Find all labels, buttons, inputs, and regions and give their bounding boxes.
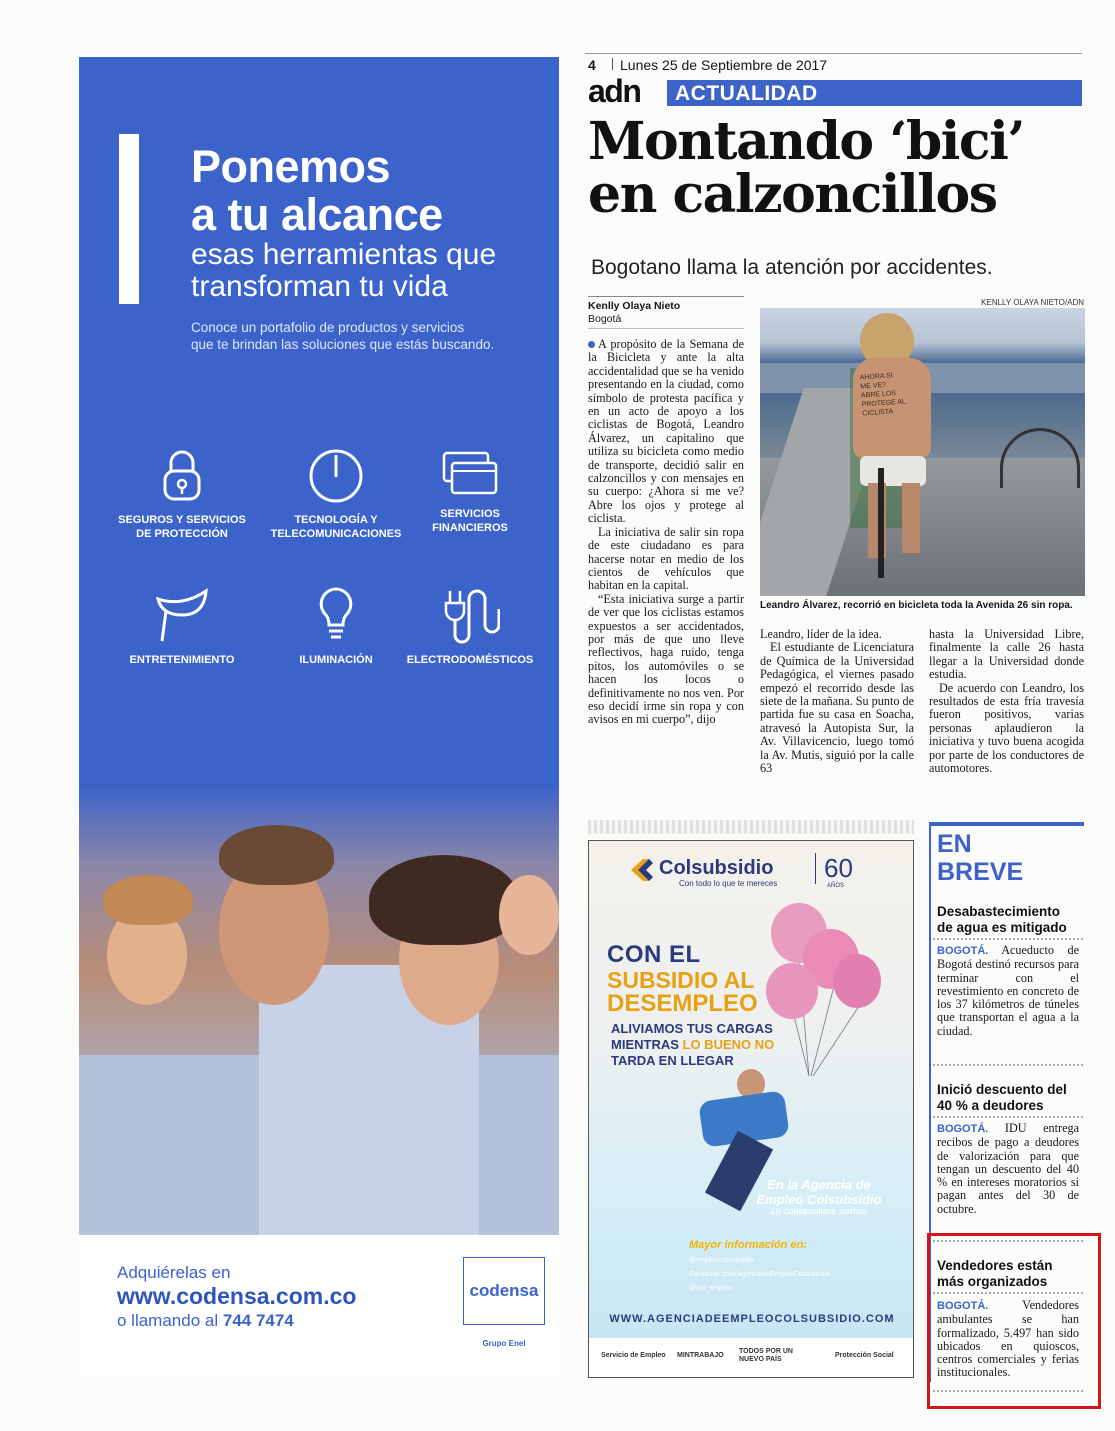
photo-shorts	[860, 456, 926, 486]
codensa-logo: codensa	[463, 1257, 545, 1325]
ad-heading	[191, 143, 443, 239]
ad-subheading-line1: esas herramientas que	[191, 238, 497, 271]
servicio-empleo-logo: Servicio de Empleo	[601, 1352, 666, 1359]
instagram-handle: @empleocolsubsidio	[689, 1257, 754, 1264]
service-label-2: TELECOMUNICACIONES	[270, 528, 402, 540]
brief-city: BOGOTÁ.	[937, 1123, 989, 1135]
brief-divider	[933, 938, 1084, 940]
brief-divider	[933, 1116, 1084, 1118]
photo-body-writing-line: ME VE?	[860, 381, 887, 391]
bullet-icon	[588, 341, 595, 348]
photo-body-writing-line: ABRE LOS	[860, 390, 897, 400]
ad-phone-prefix: o llamando al	[117, 1311, 219, 1330]
brief-headline-line2: de agua es mitigado	[937, 920, 1067, 935]
colsubsidio-ad	[588, 840, 914, 1378]
family-photo	[79, 785, 559, 1247]
brief-divider	[933, 1064, 1084, 1066]
ad-heading-line2: a tu alcance	[191, 189, 443, 240]
bulb-icon	[316, 585, 356, 645]
brief-text: Vendedores ambulantes se han formalizado, 5.497 han sido ubicados en quioscos, centros comerciales y ferias institucionales.	[937, 1298, 1079, 1380]
issue-date: Lunes 25 de Septiembre de 2017	[620, 57, 828, 73]
brief-headline-line1: Vendedores están	[937, 1258, 1053, 1273]
photo-child-hair	[103, 875, 193, 925]
photo-mother-hair	[369, 855, 519, 945]
headline-line2: en calzoncillos	[588, 164, 997, 225]
subhead: Bogotano llama la atención por accidentes.	[591, 256, 993, 279]
anniversary-number: 60	[815, 853, 853, 884]
service-tech	[261, 447, 411, 541]
power-icon	[307, 447, 365, 505]
brief-body	[937, 944, 1079, 1038]
dateline-city: Bogotá	[588, 313, 622, 325]
twitter-handle: @col_empleo	[689, 1285, 732, 1292]
service-label: ENTRETENIMIENTO	[129, 654, 235, 666]
mask-icon	[152, 585, 212, 645]
ad-phone-number: 744 7474	[222, 1311, 294, 1330]
adn-logo: adn	[588, 73, 641, 109]
service-label: ELECTRODOMÉSTICOS	[406, 654, 534, 666]
service-label-2: FINANCIEROS	[432, 522, 508, 534]
page-number: 4	[588, 57, 596, 73]
brief-headline-line1: Inició descuento del	[937, 1082, 1067, 1097]
brief-accent-line	[929, 822, 1084, 826]
paragraph: hasta la Universidad Libre, finalmente la calle 26 hasta llegar a la Universidad donde estudia.	[929, 627, 1084, 682]
sponsor-logos	[589, 1337, 914, 1378]
brief-headline	[937, 1082, 1087, 1114]
service-entertainment	[107, 585, 257, 667]
colsubsidio-tagline: Con todo lo que te mereces	[679, 879, 778, 888]
together-slogan: LO CONSEGUIMOS JUNTOS	[771, 1209, 867, 1216]
brief-headline-line2: más organizados	[937, 1274, 1048, 1289]
ad-line-2: SUBSIDIO AL	[607, 967, 755, 993]
photo-body-writing	[859, 371, 906, 419]
photo-credit: KENLLY OLAYA NIETO/ADN	[981, 298, 1084, 307]
paragraph: “Esta iniciativa surge a partir de ver que los ciclistas estamos expuestos a ser accidentados, por más de que uno lleve reflectivos, haga ruido, tenga pitos, los automóviles o se hacen los locos o definitivamente no nos ven. Por eso decidí irme sin ropa y con avisos en mi cuerpo”, dijo	[588, 591, 744, 727]
brief-title-line1: EN	[937, 830, 972, 858]
ad-line-4a: ALIVIAMOS TUS CARGAS	[611, 1021, 773, 1036]
ad-footer-url[interactable]: www.codensa.com.co	[117, 1283, 357, 1309]
proteccion-social-logo: Protección Social	[835, 1352, 894, 1359]
photo-body-writing-line: CICLISTA	[862, 408, 894, 418]
header-rule	[585, 53, 1082, 54]
agency-text	[739, 1177, 899, 1207]
anniversary-label: AÑOS	[827, 883, 845, 889]
paragraph: Leandro, líder de la idea.	[760, 627, 882, 641]
paragraph: La iniciativa de salir sin ropa de este ciudadano es para hacerse notar en medio de los cientos de vehículos que habitan en la capital.	[588, 524, 744, 593]
header-separator	[612, 58, 613, 70]
ad-line-4	[611, 1021, 774, 1069]
ad-body-line2: que te brindan las soluciones que estás buscando.	[191, 337, 495, 352]
ad-body-line1: Conoce un portafolio de productos y servicios	[191, 320, 465, 335]
brief-title-line2: BREVE	[937, 858, 1024, 886]
byline-rule-bottom	[588, 328, 744, 329]
cards-icon	[440, 447, 500, 499]
service-lighting	[261, 585, 411, 667]
brief-city: BOGOTÁ.	[937, 1300, 989, 1312]
info-heading: Mayor información en:	[689, 1239, 807, 1251]
author: Kenlly Olaya Nieto	[588, 300, 681, 312]
codensa-ad	[79, 57, 559, 1377]
colsubsidio-brand: Colsubsidio	[659, 857, 774, 879]
photo-bike-rack	[1000, 428, 1080, 488]
brief-text: Acueducto de Bogotá destinó recursos para terminar con el revestimiento en concreto de los 37 kilómetros de túneles que transportan el agua a la ciudad.	[937, 943, 1079, 1038]
facebook-page: Facebook.com/AgenciadeEmpleoColsubsidio	[689, 1271, 830, 1278]
service-label-2: DE PROTECCIÓN	[136, 528, 228, 540]
brief-text: IDU entrega recibos de pago a deudores de valorización para que tengan un descuento del 40 % en intereses moratorios si pagan antes del 30 de octubre.	[937, 1121, 1079, 1216]
ad-subheading-line2: transforman tu vida	[191, 270, 448, 303]
agency-line2: Empleo Colsubsidio	[756, 1192, 882, 1207]
service-label: ILUMINACIÓN	[299, 654, 373, 666]
column-separator	[588, 820, 914, 834]
ad-line-3: DESEMPLEO	[607, 990, 758, 1017]
byline-rule	[588, 296, 744, 297]
photo-caption: Leandro Álvarez, recorrió en bicicleta toda la Avenida 26 sin ropa.	[760, 600, 1073, 611]
article-column-3	[929, 628, 1084, 775]
balloons-illustration	[759, 891, 889, 1091]
ad-footer-line1: Adquiérelas en	[117, 1263, 231, 1282]
highlight-box	[927, 1233, 1101, 1409]
brief-headline-line2: 40 % a deudores	[937, 1098, 1044, 1113]
brief-headline	[937, 904, 1087, 936]
cyclist-photo	[760, 308, 1085, 596]
brief-headline-line1: Desabastecimiento	[937, 904, 1061, 919]
photo-bike-wheel	[878, 468, 884, 578]
colsubsidio-logo-icon	[629, 857, 655, 883]
paragraph	[588, 338, 744, 526]
service-finance	[395, 447, 545, 535]
brief-body	[937, 1122, 1079, 1216]
headline-line1: Montando ‘bici’	[588, 111, 1024, 172]
paragraph-text: A propósito de la Semana de la Bicicleta y ante la alta accidentalidad que se ha venido presentando en la ciudad, como símbolo de protesta pacífica y en un acto de apoyo a los ciclistas de Bogotá, Leandro Álvarez, un capitalino que utiliza su bicicleta como medio de transporte, decidió salir en calzoncillos y con mensajes en su cuerpo: ¿Ahora si me ve? Abre los ojos y protege al ciclista.	[588, 337, 744, 526]
headline	[588, 111, 1088, 225]
ad-subheading	[191, 239, 496, 303]
ad-line-1: CON EL	[607, 941, 701, 968]
ad-line-4c: LO BUENO NO	[682, 1037, 775, 1052]
brief-city: BOGOTÁ.	[937, 945, 989, 957]
paragraph: De acuerdo con Leandro, los resultados de esta fría travesía fueron positivos, varias personas aplaudieron la iniciativa y tuvo buena acogida por parte de los conductores de automotores.	[929, 680, 1084, 776]
service-label: SERVICIOS	[440, 508, 500, 520]
ad-line-4d: TARDA EN LLEGAR	[611, 1053, 734, 1068]
article-column-2	[760, 628, 914, 775]
service-label: SEGUROS Y SERVICIOS	[118, 514, 246, 526]
service-label: TECNOLOGÍA Y	[294, 514, 378, 526]
nuevo-pais-logo: TODOS POR UN NUEVO PAÍS	[739, 1348, 793, 1363]
photo-girl-face	[499, 875, 559, 955]
photo-father-hair	[219, 825, 334, 885]
ad-footer	[79, 1235, 559, 1377]
paragraph: El estudiante de Licenciatura de Química de la Universidad Pedagógica, el viernes pasado empezó el recorrido desde las siete de la mañana. Su punto de partida fue su casa en Soacha, atravesó la Autopista Sur, la Av. Villavicencio, luego tomó la Av. Mutis, siguió por la calle 63	[760, 640, 914, 776]
mintrabajo-logo: MINTRABAJO	[677, 1352, 724, 1359]
section-label: ACTUALIDAD	[675, 82, 818, 105]
lock-icon	[157, 447, 207, 505]
colsubsidio-url[interactable]: WWW.AGENCIADEEMPLEOCOLSUBSIDIO.COM	[609, 1313, 895, 1325]
ad-footer-phone-line	[117, 1311, 294, 1331]
plug-icon	[440, 585, 500, 645]
photo-leg-right	[902, 483, 920, 553]
article-column-1	[588, 338, 744, 727]
photo-back	[853, 358, 931, 458]
service-appliances	[395, 585, 545, 667]
agency-line1: En la Agencia de	[767, 1177, 871, 1192]
brief-title	[937, 830, 1023, 886]
photo-body-writing-line: AHORA SI	[859, 372, 894, 382]
photo-body-writing-line: PROTEGE AL	[861, 398, 907, 409]
ad-line-4b: MIENTRAS	[611, 1037, 679, 1052]
service-insurance	[107, 447, 257, 541]
ad-accent-bar	[119, 134, 139, 304]
grupo-enel-label: Grupo Enel	[482, 1339, 526, 1348]
ad-body-text	[191, 319, 551, 353]
ad-heading-line1: Ponemos	[191, 141, 391, 192]
